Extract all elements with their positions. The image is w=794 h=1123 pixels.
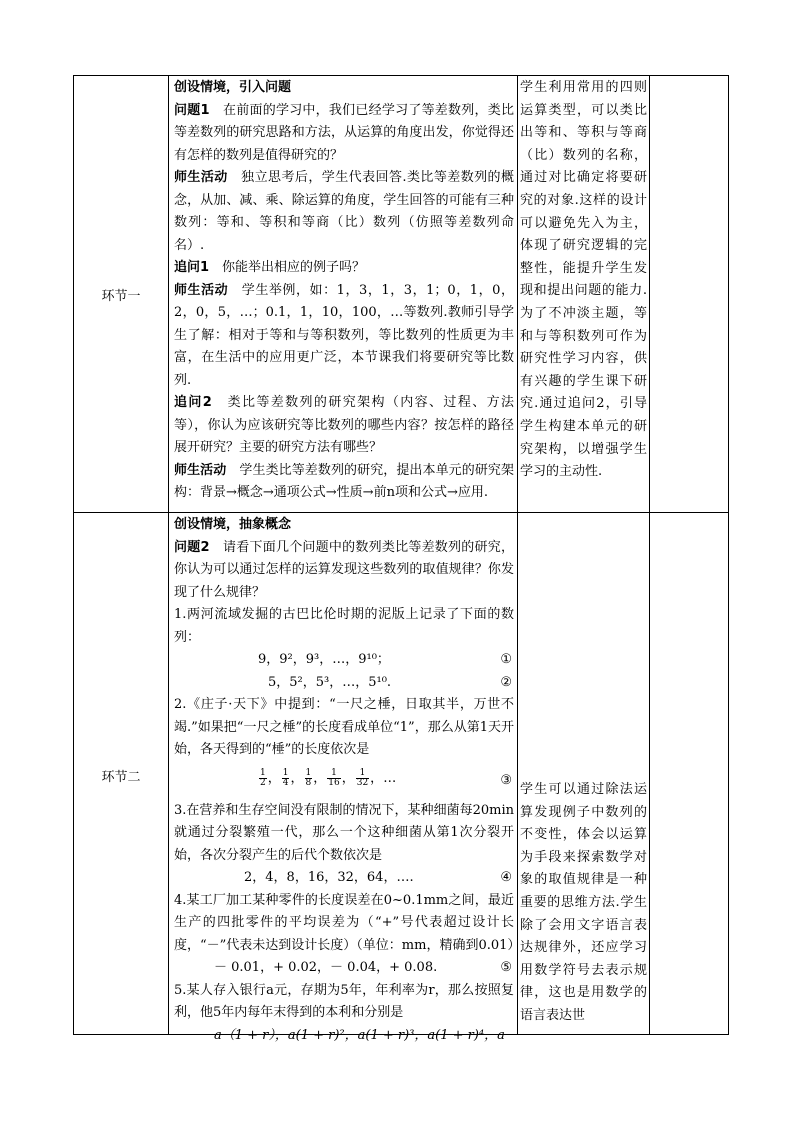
section-title: 创设情境，引入问题 — [174, 80, 292, 95]
question-paragraph: 问题1 在前面的学习中，我们已经学习了等差数列，类比等差数列的研究思路和方法，从运算的角度出发，你觉得还有怎样的数列是值得研究的？ — [174, 102, 514, 163]
fraction-sequence: $\frac{1}{2}$ ， $\frac{1}{4}$ ， $\frac{1}{8}$ ， $\frac{1}{16}$ ， $\frac{1}{32}$ ，… — [260, 767, 397, 788]
lesson-plan-table — [73, 75, 729, 1043]
example-item: 1.两河流域发掘的古巴比伦时期的泥版上记录了下面的数列： — [174, 607, 514, 645]
example-item: 4.某工厂加工某种零件的长度误差在0~0.1mm之间，最近生产的四批零件的平均误差为（“+”号代表超过设计长度，“－”代表未达到设计长度）（单位：mm，精确到0.01） — [174, 892, 521, 953]
fraction: $\frac{1}{8}$ — [305, 767, 312, 788]
followup-paragraph: 追问2 类比等差数列的研究架构（内容、过程、方法等），你认为应该研究等比数列的哪些内容？按怎样的路径展开研究？主要的研究方法有哪些？ — [174, 395, 514, 455]
section-title: 创设情境，抽象概念 — [174, 517, 292, 532]
stage-label: 环节二 — [101, 770, 141, 785]
stage-content — [174, 514, 521, 1043]
sequence-formula: $\frac{1}{2}$ ， $\frac{1}{4}$ ， $\frac{1}{8}$ ， $\frac{1}{16}$ ， $\frac{1}{32}$ ，… ③ — [174, 762, 514, 800]
fraction: $\frac{1}{16}$ — [328, 767, 340, 788]
stage-label: 环节一 — [101, 289, 141, 304]
row-divider — [74, 512, 728, 513]
column-divider — [649, 76, 650, 1034]
design-note: 学生可以通过除法运算发现例子中数列的不变性，体会以运算为手段来探索数学对象的取值规律是一种重要的思维方法.学生除了会用文字语言表达规律外，还应学习用数学符号去表示规律，这也是用数学的语言表达世 — [520, 782, 647, 1023]
sequence-formula: 2，4，8，16，32，64，…. ④ — [244, 870, 512, 885]
activity-paragraph: 师生活动 独立思考后，学生代表回答.类比等差数列的概念，从加、减、乘、除运算的角度，学生回答的可能有三种数列：等和、等积和等商（比）数列（仿照等差数列命名）. — [174, 170, 514, 253]
sequence-formula: a（1 + r），a(1 + r)²，a(1 + r)³，a(1 + r)⁴，a — [214, 1027, 505, 1043]
fraction: $\frac{1}{2}$ — [260, 767, 266, 788]
sequence-formula: 9，9²，9³，…，9¹⁰； ① — [258, 652, 512, 667]
fraction: $\frac{1}{4}$ — [282, 767, 289, 788]
sequence-formula: － 0.01，+ 0.02，－ 0.04，+ 0.08. ⑤ — [214, 960, 512, 975]
sequence-formula: 5，5²，5³，…，5¹⁰. ② — [268, 674, 512, 690]
example-item: 2.《庄子·天下》中提到：“一尺之棰，日取其半，万世不竭.”如果把“一尺之棰”的长度看成单位“1”，那么从第1天开始，各天得到的“棰”的长度依次是 — [174, 697, 514, 757]
column-divider — [517, 76, 518, 1034]
activity-paragraph: 师生活动 学生类比等差数列的研究，提出本单元的研究架构：背景→概念→通项公式→性质→前n项和公式→应用. — [174, 462, 514, 500]
column-divider — [168, 76, 169, 1034]
stage-content — [174, 77, 514, 505]
activity-paragraph: 师生活动 学生举例，如：1，3，1，3，1；0，1，0，2，0，5，…；0.1，1，10，100，…等数列.教师引导学生了解：相对于等和与等积数列，等比数列的性质更为丰富，在生活中的应用更广泛，本节课我们将要研究等比数列. — [174, 282, 514, 388]
question-paragraph: 问题2 请看下面几个问题中的数列类比等差数列的研究，你认为可以通过怎样的运算发现这些数列的取值规律？你发现了什么规律？ — [174, 539, 514, 600]
followup-paragraph: 追问1 你能举出相应的例子吗？ — [174, 260, 366, 275]
example-item: 5.某人存入银行a元，存期为5年，年利率为r，那么按照复利，他5年内每年末得到的本利和分别是 — [174, 982, 514, 1020]
example-item: 3.在营养和生存空间没有限制的情况下，某种细菌每20min就通过分裂繁殖一代，那么一个这种细菌从第1次分裂开始，各次分裂产生的后代个数依次是 — [174, 802, 514, 863]
design-note: 学生利用常用的四则运算类型，可以类比出等和、等积与等商（比）数列的名称，通过对比确定将要研究的对象.这样的设计可以避免先入为主，体现了研究逻辑的完整性，能提升学生发现和提出问题的能力.为了不冲淡主题，等和与等积数列可作为研究性学习内容，供有兴趣的学生课下研究.通过追问2，引导学生构建本单元的研究架构，以增强学生学习的主动性. — [520, 80, 647, 480]
fraction: $\frac{1}{32}$ — [356, 767, 369, 788]
